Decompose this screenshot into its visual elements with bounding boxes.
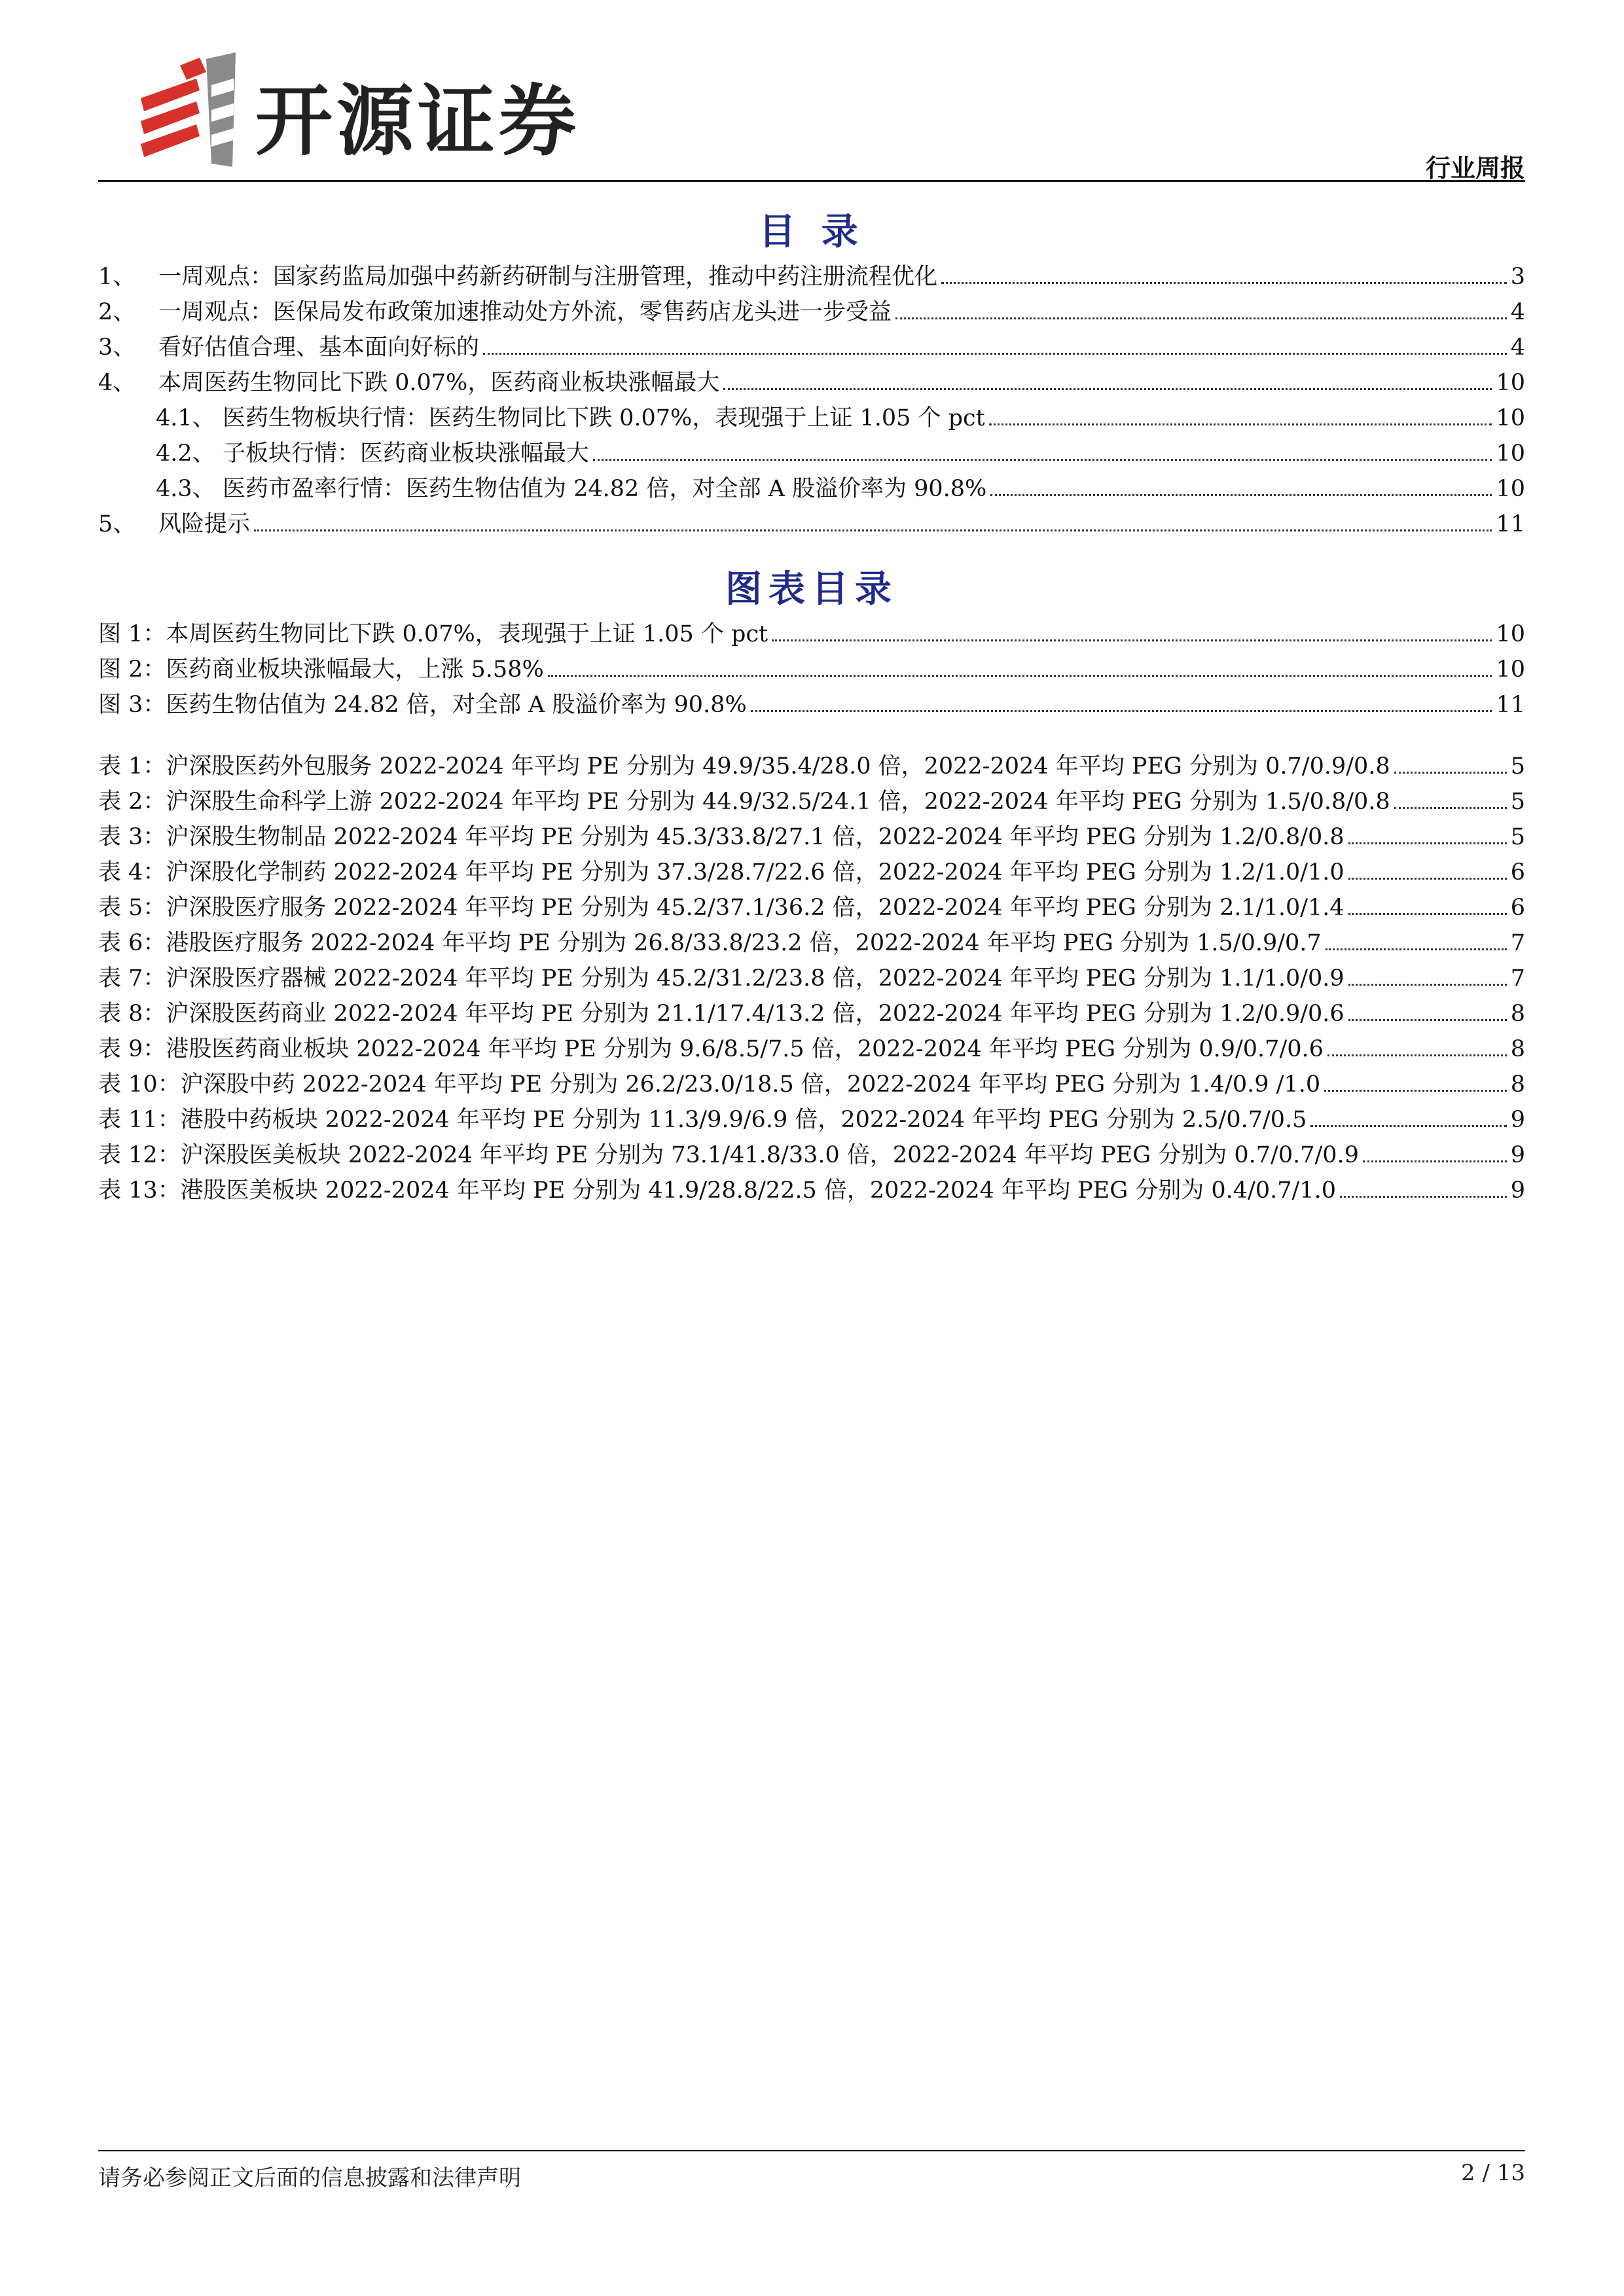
dot-leader (1348, 1019, 1507, 1021)
toc-entry-text: 一周观点：医保局发布政策加速推动处方外流，零售药店龙头进一步受益 (158, 299, 892, 325)
toc-content (98, 196, 1525, 1208)
table-entry-label (98, 1138, 1359, 1173)
table-entry-page: 9 (1510, 1177, 1525, 1204)
toc-entry-page: 10 (1496, 370, 1525, 396)
figure-entry[interactable] (98, 617, 1525, 652)
table-entry-page: 7 (1510, 930, 1525, 956)
toc-entry-text: 一周观点：国家药监局加强中药新药研制与注册管理，推动中药注册流程优化 (158, 264, 938, 290)
toc-title: 目 录 (759, 211, 865, 253)
dot-leader (1348, 842, 1507, 844)
toc-entry-label (156, 471, 986, 507)
toc-entry-label (98, 507, 250, 542)
toc-entry-text: 风险提示 (158, 511, 251, 537)
table-entry[interactable] (98, 749, 1525, 784)
figure-entry-number: 图 3： (98, 692, 166, 718)
toc-entry[interactable] (98, 507, 1525, 542)
dot-leader (1324, 1090, 1507, 1092)
toc-entry-number: 4、 (98, 370, 136, 396)
toc-entry-text: 看好估值合理、基本面向好标的 (158, 334, 480, 361)
figure-entry-label (98, 652, 544, 687)
figure-entry-label (98, 687, 747, 723)
table-entry-number: 表 9： (98, 1036, 166, 1062)
toc-entry-page: 10 (1496, 476, 1525, 502)
table-entry-label (98, 784, 1390, 819)
dot-leader (989, 423, 1492, 425)
figure-entry-page: 10 (1496, 621, 1525, 647)
table-entry-page: 9 (1510, 1107, 1525, 1133)
toc-entry-text: 医药生物板块行情：医药生物同比下跌 0.07%，表现强于上证 1.05 个 pct (223, 405, 985, 431)
dot-leader (990, 494, 1492, 496)
figure-list (98, 617, 1525, 723)
toc-entry-label (156, 401, 985, 436)
toc-entry-page: 3 (1510, 264, 1525, 290)
dot-leader (723, 388, 1492, 390)
page-number: 2 / 13 (1461, 2160, 1525, 2186)
toc-entry-label (156, 436, 589, 471)
figure-entry-text: 医药生物估值为 24.82 倍，对全部 A 股溢价率为 90.8% (166, 692, 747, 718)
table-entry-number: 表 5： (98, 895, 166, 921)
table-entry-text: 沪深股医疗服务 2022-2024 年平均 PE 分别为 45.2/37.1/36.2 倍，2022-2024 年平均 PEG 分别为 2.1/1.0/1.4 (166, 895, 1344, 921)
figure-entry-text: 本周医药生物同比下跌 0.07%，表现强于上证 1.05 个 pct (166, 621, 768, 647)
table-entry-label (98, 1031, 1324, 1067)
dot-leader (548, 675, 1492, 677)
figure-entry[interactable] (98, 652, 1525, 687)
table-entry-page: 6 (1510, 895, 1525, 921)
table-entry-label (98, 996, 1344, 1031)
table-entry[interactable] (98, 925, 1525, 961)
table-entry[interactable] (98, 996, 1525, 1031)
dot-leader (254, 529, 1492, 531)
table-entry-text: 沪深股化学制药 2022-2024 年平均 PE 分别为 37.3/28.7/22.6 倍，2022-2024 年平均 PEG 分别为 1.2/1.0/1.0 (166, 859, 1344, 886)
toc-entry-page: 10 (1496, 405, 1525, 431)
table-entry-label (98, 819, 1344, 855)
table-entry-text: 沪深股医美板块 2022-2024 年平均 PE 分别为 73.1/41.8/33.0 倍，2022-2024 年平均 PEG 分别为 0.7/0.7/0.9 (180, 1142, 1359, 1168)
table-entry-number: 表 6： (98, 930, 166, 956)
table-entry[interactable] (98, 961, 1525, 996)
dot-leader (1327, 1054, 1507, 1056)
toc-entry-number: 4.2、 (156, 440, 215, 467)
table-entry[interactable] (98, 784, 1525, 819)
table-entry-number: 表 1： (98, 753, 166, 780)
table-entry[interactable] (98, 819, 1525, 855)
toc-list (98, 259, 1525, 542)
table-entry-page: 8 (1510, 1071, 1525, 1098)
table-entry-text: 沪深股医疗器械 2022-2024 年平均 PE 分别为 45.2/31.2/23.8 倍，2022-2024 年平均 PEG 分别为 1.1/1.0/0.9 (166, 965, 1344, 992)
toc-entry[interactable] (98, 330, 1525, 365)
table-entry-text: 港股中药板块 2022-2024 年平均 PE 分别为 11.3/9.9/6.9 倍，2022-2024 年平均 PEG 分别为 2.5/0.7/0.5 (180, 1107, 1307, 1133)
header-divider (98, 180, 1525, 182)
dot-leader (772, 639, 1492, 641)
toc-entry-page: 4 (1510, 299, 1525, 325)
toc-entry-text: 本周医药生物同比下跌 0.07%，医药商业板块涨幅最大 (158, 370, 720, 396)
dot-leader (751, 710, 1492, 712)
toc-entry[interactable] (98, 401, 1525, 436)
table-entry-page: 5 (1510, 753, 1525, 780)
table-entry-label (98, 1067, 1320, 1102)
table-entry-label (98, 961, 1344, 996)
toc-entry[interactable] (98, 295, 1525, 330)
toc-entry-number: 4.1、 (156, 405, 215, 431)
table-list (98, 749, 1525, 1208)
figure-entry-page: 11 (1496, 692, 1525, 718)
dot-leader (483, 353, 1507, 355)
footer-divider (98, 2150, 1525, 2151)
toc-entry-number: 3、 (98, 334, 136, 361)
dot-leader (1394, 807, 1507, 809)
table-entry-page: 6 (1510, 859, 1525, 886)
page-header (98, 39, 1525, 183)
table-entry[interactable] (98, 855, 1525, 890)
toc-entry-number: 2、 (98, 299, 136, 325)
table-entry-number: 表 4： (98, 859, 166, 886)
toc-entry[interactable] (98, 471, 1525, 507)
table-entry-label (98, 1102, 1307, 1138)
table-entry-label (98, 749, 1390, 784)
table-entry-number: 表 2： (98, 789, 166, 815)
footer-disclaimer: 请务必参阅正文后面的信息披露和法律声明 (98, 2165, 521, 2191)
toc-entry[interactable] (98, 365, 1525, 401)
table-entry-page: 8 (1510, 1036, 1525, 1062)
figure-entry-number: 图 1： (98, 621, 166, 647)
figure-entry-text: 医药商业板块涨幅最大，上涨 5.58% (166, 656, 544, 683)
dot-leader (1363, 1160, 1507, 1162)
report-type-label: 行业周报 (1425, 154, 1525, 183)
dot-leader (1326, 948, 1507, 950)
dot-leader (895, 317, 1507, 319)
table-entry-page: 5 (1510, 789, 1525, 815)
toc-entry-text: 医药市盈率行情：医药生物估值为 24.82 倍，对全部 A 股溢价率为 90.8% (223, 476, 987, 502)
table-entry[interactable] (98, 1138, 1525, 1173)
toc-entry-label (98, 259, 937, 295)
table-entry-label (98, 1173, 1336, 1208)
toc-entry[interactable] (98, 259, 1525, 295)
table-entry-page: 9 (1510, 1142, 1525, 1168)
table-entry-page: 7 (1510, 965, 1525, 992)
table-entry-number: 表 10： (98, 1071, 181, 1098)
toc-entry-number: 4.3、 (156, 476, 215, 502)
table-entry-label (98, 925, 1322, 961)
table-entry-text: 沪深股中药 2022-2024 年平均 PE 分别为 26.2/23.0/18.5 倍，2022-2024 年平均 PEG 分别为 1.4/0.9 /1.0 (180, 1071, 1321, 1098)
table-entry-label (98, 855, 1344, 890)
toc-entry-text: 子板块行情：医药商业板块涨幅最大 (223, 440, 590, 467)
dot-leader (941, 282, 1507, 284)
brand-logo-icon (134, 52, 242, 167)
table-entry-number: 表 8： (98, 1001, 166, 1027)
table-entry-number: 表 3： (98, 824, 166, 850)
figure-entry-number: 图 2： (98, 656, 166, 683)
table-entry-page: 5 (1510, 824, 1525, 850)
toc-entry[interactable] (98, 436, 1525, 471)
table-entry-number: 表 11： (98, 1107, 181, 1133)
toc-entry-page: 10 (1496, 440, 1525, 467)
toc-entry-label (98, 365, 719, 401)
toc-entry-label (98, 330, 479, 365)
toc-entry-number: 5、 (98, 511, 136, 537)
table-entry-text: 港股医美板块 2022-2024 年平均 PE 分别为 41.9/28.8/22.5 倍，2022-2024 年平均 PEG 分别为 0.4/0.7/1.0 (180, 1177, 1336, 1204)
table-entry-label (98, 890, 1344, 925)
dot-leader (1348, 984, 1507, 986)
table-entry[interactable] (98, 1173, 1525, 1208)
table-entry-text: 港股医疗服务 2022-2024 年平均 PE 分别为 26.8/33.8/23.2 倍，2022-2024 年平均 PEG 分别为 1.5/0.9/0.7 (166, 930, 1322, 956)
toc-entry-page: 4 (1510, 334, 1525, 361)
table-entry-text: 沪深股生物制品 2022-2024 年平均 PE 分别为 45.3/33.8/27.1 倍，2022-2024 年平均 PEG 分别为 1.2/0.8/0.8 (166, 824, 1344, 850)
table-entry[interactable] (98, 1067, 1525, 1102)
table-entry-number: 表 13： (98, 1177, 181, 1204)
table-entry-number: 表 12： (98, 1142, 181, 1168)
table-entry[interactable] (98, 1102, 1525, 1138)
dot-leader (1394, 772, 1507, 774)
figure-entry[interactable] (98, 687, 1525, 723)
brand-name: 开源证券 (255, 76, 581, 166)
table-entry[interactable] (98, 890, 1525, 925)
figures-title: 图表目录 (725, 568, 898, 611)
dot-leader (593, 459, 1492, 461)
table-entry-text: 沪深股医药外包服务 2022-2024 年平均 PE 分别为 49.9/35.4/28.0 倍，2022-2024 年平均 PEG 分别为 0.7/0.9/0.8 (166, 753, 1390, 780)
dot-leader (1310, 1125, 1506, 1127)
table-entry-number: 表 7： (98, 965, 166, 992)
figure-entry-page: 10 (1496, 656, 1525, 683)
table-entry[interactable] (98, 1031, 1525, 1067)
dot-leader (1348, 913, 1507, 915)
dot-leader (1340, 1196, 1507, 1198)
toc-entry-label (98, 295, 892, 330)
table-entry-text: 沪深股医药商业 2022-2024 年平均 PE 分别为 21.1/17.4/13.2 倍，2022-2024 年平均 PEG 分别为 1.2/0.9/0.6 (166, 1001, 1344, 1027)
dot-leader (1348, 878, 1507, 880)
toc-entry-page: 11 (1496, 511, 1525, 537)
table-entry-page: 8 (1510, 1001, 1525, 1027)
toc-entry-number: 1、 (98, 264, 136, 290)
figure-entry-label (98, 617, 768, 652)
table-entry-text: 港股医药商业板块 2022-2024 年平均 PE 分别为 9.6/8.5/7.5 倍，2022-2024 年平均 PEG 分别为 0.9/0.7/0.6 (166, 1036, 1324, 1062)
table-entry-text: 沪深股生命科学上游 2022-2024 年平均 PE 分别为 44.9/32.5/24.1 倍，2022-2024 年平均 PEG 分别为 1.5/0.8/0.8 (166, 789, 1390, 815)
